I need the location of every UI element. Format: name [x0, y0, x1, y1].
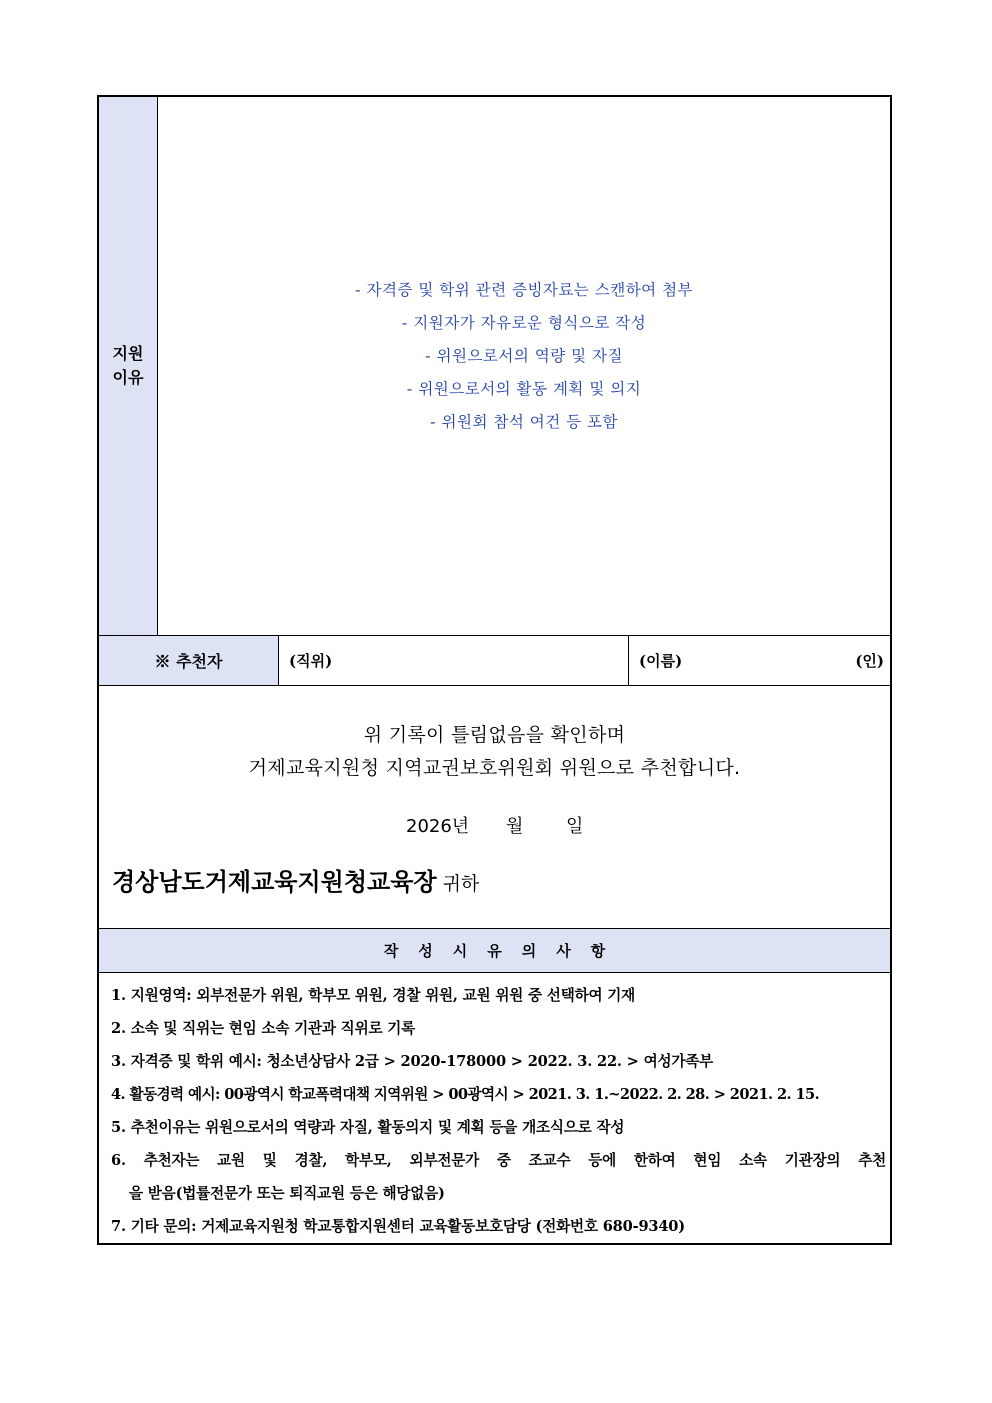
note-item-4: 4. 활동경력 예시: 00광역시 학교폭력대책 지역위원 > 00광역시 > 2021. 3. 1.~2022. 2. 28. > 2021. 2. 15.	[111, 1086, 820, 1103]
note-item-3: 3. 자격증 및 학위 예시: 청소년상담사 2급 > 2020-178000 > 2022. 3. 22. > 여성가족부	[111, 1053, 714, 1070]
name-label: (이름)	[639, 652, 683, 670]
date-month: 월	[506, 816, 524, 837]
recommender-position-field[interactable]	[279, 636, 629, 685]
note-item-5: 5. 추천이유는 위원으로서의 역량과 자질, 활동의지 및 계획 등을 개조식으로 작성	[111, 1119, 625, 1136]
position-label: (직위)	[289, 652, 333, 670]
reason-hint-5: - 위원회 참석 여건 등 포함	[430, 412, 618, 431]
note-item-6: 6. 추천자는 교원 및 경찰, 학부모, 외부전문가 중 조교수 등에 한하여 현임 소속 기관장의 추천	[111, 1152, 886, 1169]
confirmation-line-1: 위 기록이 틀림없음을 확인하며	[363, 724, 626, 746]
note-item-2: 2. 소속 및 직위는 현임 소속 기관과 직위로 기록	[111, 1020, 416, 1037]
reason-label-line2: 이유	[112, 368, 144, 387]
seal-label: (인)	[855, 652, 884, 670]
recommendation-form	[97, 95, 892, 1245]
reason-hint-4: - 위원으로서의 활동 계획 및 의지	[406, 379, 642, 398]
confirmation-line-2: 거제교육지원청 지역교권보호위원회 위원으로 추천합니다.	[248, 757, 741, 779]
reason-hint-1: - 자격증 및 학위 관련 증빙자료는 스캔하여 첨부	[354, 280, 694, 299]
addressee-honorific: 귀하	[442, 873, 480, 895]
notes-title: 작성시유의사항	[383, 942, 626, 960]
reason-hint-3: - 위원으로서의 역량 및 자질	[424, 346, 623, 365]
note-item-6-continued: 을 받음(법률전문가 또는 퇴직교원 등은 해당없음)	[129, 1185, 445, 1202]
reason-input-area[interactable]	[158, 97, 890, 635]
reason-hint-2: - 지원자가 자유로운 형식으로 작성	[401, 313, 647, 332]
reason-label-line1: 지원	[112, 344, 144, 363]
addressee-org: 경상남도거제교육지원청교육장	[112, 867, 437, 896]
date-year: 2026년	[406, 816, 470, 837]
note-item-7: 7. 기타 문의: 거제교육지원청 학교통합지원센터 교육활동보호담당 (전화번호 680-9340)	[111, 1218, 685, 1235]
recommender-row	[99, 635, 890, 686]
recommender-name-field[interactable]	[629, 636, 890, 685]
reason-label-cell	[99, 97, 158, 635]
date-day: 일	[566, 816, 584, 837]
confirmation-section	[99, 686, 890, 928]
notes-header	[99, 928, 890, 973]
recommender-label: ※ 추천자	[99, 636, 279, 685]
addressee	[112, 862, 479, 897]
notes-list	[99, 973, 890, 1243]
note-item-1: 1. 지원영역: 외부전문가 위원, 학부모 위원, 경찰 위원, 교원 위원 중 선택하여 기재	[111, 987, 636, 1004]
